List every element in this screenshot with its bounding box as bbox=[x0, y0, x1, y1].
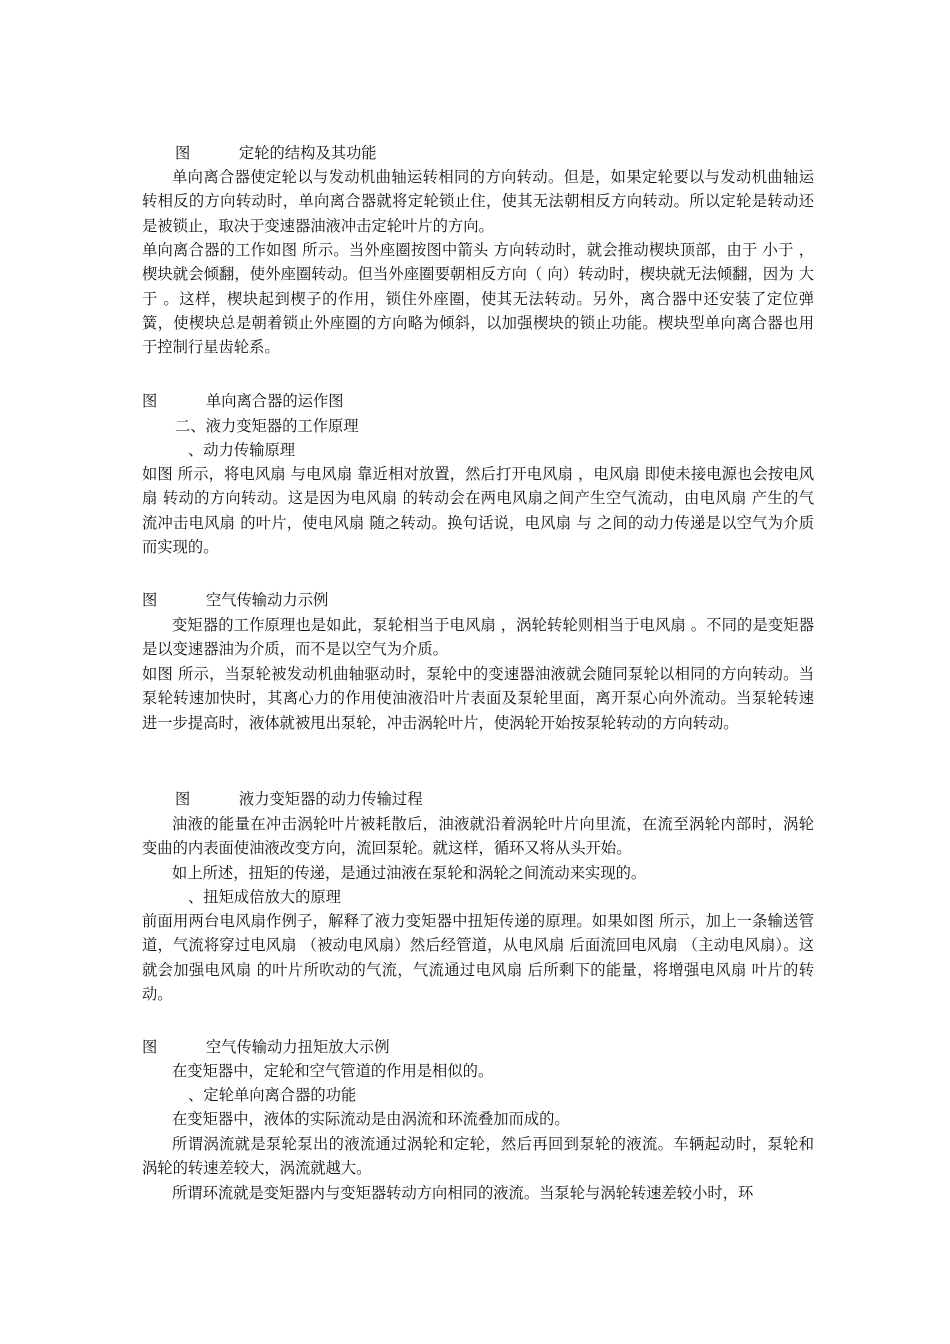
subsection-heading: 、扭矩成倍放大的原理 bbox=[188, 888, 341, 906]
paragraph: 变矩器的工作原理也是如此，泵轮相当于电风扇 ，涡轮转轮则相当于电风扇 。不同的是变矩器是以变速器油为介质，而不是以空气为介质。 bbox=[142, 616, 814, 659]
paragraph: 单向离合器使定轮以与发动机曲轴运转相同的方向转动。但是，如果定轮要以与发动机曲轴运转相反的方向转动时，单向离合器就将定轮锁止住，使其无法朝相反方向转动。所以定轮是转动还是被锁止，取决于变速器油液冲击定轮叶片的方向。 bbox=[142, 168, 814, 235]
paragraph: 所谓涡流就是泵轮泵出的液流通过涡轮和定轮，然后再回到泵轮的液流。车辆起动时，泵轮和涡轮的转速差较大，涡流就越大。 bbox=[142, 1135, 814, 1178]
paragraph: 如图 所示，将电风扇 与电风扇 靠近相对放置，然后打开电风扇 ，电风扇 即使未接电源也会按电风扇 转动的方向转动。这是因为电风扇 的转动会在两电风扇之间产生空气流动，由电风扇 产生的气流冲击电风扇 的叶片，使电风扇 随之转动。换句话说，电风扇 与 之间的动力传递是以空气为介质而实现的。 bbox=[142, 465, 814, 556]
subsection-heading: 、定轮单向离合器的功能 bbox=[188, 1086, 357, 1104]
figure-caption: 图 空气传输动力扭矩放大示例 bbox=[142, 1038, 390, 1056]
figure-caption: 图 定轮的结构及其功能 bbox=[175, 144, 377, 162]
paragraph: 前面用两台电风扇作例子，解释了液力变矩器中扭矩传递的原理。如果如图 所示，加上一条输送管道，气流将穿过电风扇 （被动电风扇）然后经管道，从电风扇 后面流回电风扇 （主动电风扇）。这就会加强电风扇 的叶片所吹动的气流，气流通过电风扇 后所剩下的能量，将增强电风扇 叶片的转动。 bbox=[142, 912, 814, 1003]
figure-caption: 图 空气传输动力示例 bbox=[142, 591, 329, 609]
paragraph: 如图 所示，当泵轮被发动机曲轴驱动时，泵轮中的变速器油液就会随同泵轮以相同的方向转动。当泵轮转速加快时，其离心力的作用使油液沿叶片表面及泵轮里面，离开泵心向外流动。当泵轮转速进一步提高时，液体就被甩出泵轮，冲击涡轮叶片，使涡轮开始按泵轮转动的方向转动。 bbox=[142, 665, 814, 732]
paragraph: 单向离合器的工作如图 所示。当外座圈按图中箭头 方向转动时，就会推动楔块顶部，由于 小于 ，楔块就会倾翻，使外座圈转动。但当外座圈要朝相反方向（ 向）转动时，楔块就无法倾翻，因为 大于 。这样，楔块起到楔子的作用，锁住外座圈，使其无法转动。另外，离合器中还安装了定位弹簧，使楔块总是朝着锁止外座圈的方向略为倾斜，以加强楔块的锁止功能。楔块型单向离合器也用于控制行星齿轮系。 bbox=[142, 241, 814, 357]
paragraph: 在变矩器中，定轮和空气管道的作用是相似的。 bbox=[172, 1062, 494, 1080]
subsection-heading: 、动力传输原理 bbox=[188, 441, 296, 459]
paragraph: 所谓环流就是变矩器内与变矩器转动方向相同的液流。当泵轮与涡轮转速差较小时，环 bbox=[172, 1184, 754, 1202]
paragraph: 在变矩器中，液体的实际流动是由涡流和环流叠加而成的。 bbox=[172, 1110, 570, 1128]
paragraph: 如上所述，扭矩的传递，是通过油液在泵轮和涡轮之间流动来实现的。 bbox=[172, 864, 647, 882]
figure-caption: 图 液力变矩器的动力传输过程 bbox=[175, 790, 423, 808]
paragraph: 油液的能量在冲击涡轮叶片被耗散后，油液就沿着涡轮叶片向里流，在流至涡轮内部时，涡轮变曲的内表面使油液改变方向，流回泵轮。就这样，循环又将从头开始。 bbox=[142, 815, 814, 858]
section-heading: 二、液力变矩器的工作原理 bbox=[175, 417, 359, 435]
figure-caption: 图 单向离合器的运作图 bbox=[142, 392, 344, 410]
